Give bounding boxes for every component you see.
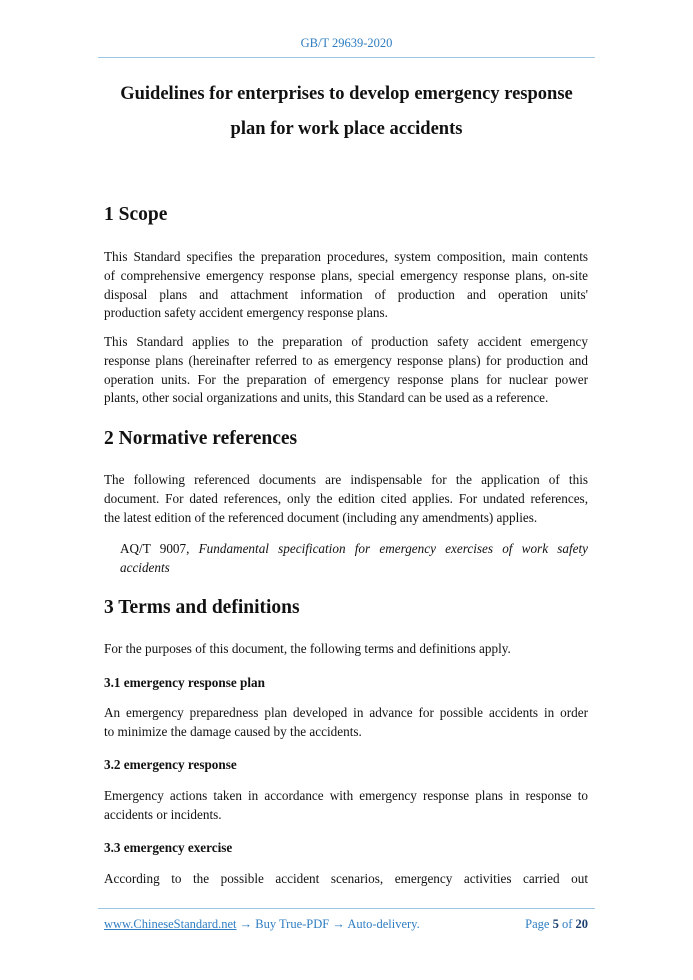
scope-p2-line: plants, other social organizations and units, this Standard can be used as a reference. — [104, 390, 549, 406]
page-label: Page — [525, 917, 553, 931]
term-line: Emergency actions taken in accordance with emergency response plans in response to — [104, 788, 588, 803]
term-3-1-definition — [104, 704, 588, 742]
normative-line: the latest edition of the referenced document (including any amendments) applies. — [104, 509, 538, 525]
term-line: accidents or incidents. — [104, 806, 222, 822]
scope-p2-line: This Standard applies to the preparation of production safety accident emergency — [104, 334, 588, 349]
section-3-heading: 3 Terms and definitions — [104, 597, 300, 618]
normative-reference-item — [120, 540, 588, 578]
footer-buy-text: Buy True-PDF — [255, 917, 330, 931]
term-line: An emergency preparedness plan developed in advance for possible accidents in order — [104, 705, 588, 720]
term-line: According to the possible accident scenarios, emergency activities carried out — [104, 871, 588, 886]
term-3-2-heading: 3.2 emergency response — [104, 757, 237, 772]
terms-intro: For the purposes of this document, the following terms and definitions apply. — [104, 641, 511, 656]
term-3-3-definition — [104, 870, 588, 889]
footer-delivery-text: Auto-delivery. — [347, 917, 420, 931]
scope-p2-line: response plans (hereinafter referred to as emergency response plans) for production and — [104, 352, 588, 368]
page-total: 20 — [575, 917, 588, 931]
term-3-1-heading: 3.1 emergency response plan — [104, 675, 265, 690]
normative-line: The following referenced documents are indispensable for the application of this — [104, 472, 588, 487]
normative-paragraph — [104, 471, 588, 527]
term-3-3-heading: 3.3 emergency exercise — [104, 840, 233, 855]
term-line: to minimize the damage caused by the accidents. — [104, 723, 362, 739]
page-of-label: of — [558, 917, 576, 931]
footer — [104, 917, 588, 932]
section-1-heading: 1 Scope — [104, 204, 168, 225]
document-title-line-2: plan for work place accidents — [230, 119, 463, 139]
scope-paragraph-2 — [104, 333, 588, 408]
scope-p1-line: This Standard specifies the preparation procedures, system composition, main contents — [104, 249, 588, 264]
page-number: 5 — [552, 917, 559, 931]
scope-p1-line: disposal plans and attachment information of production and operation units' — [104, 286, 588, 302]
reference-title: Fundamental specification for emergency exercises of work safety — [198, 541, 589, 556]
footer-site-link[interactable]: www.ChineseStandard.net — [104, 917, 237, 931]
reference-code: AQ/T 9007, — [120, 541, 199, 556]
normative-line: document. For dated references, only the edition cited applies. For undated references, — [104, 490, 588, 506]
footer-divider — [98, 908, 595, 909]
section-2-heading: 2 Normative references — [104, 428, 298, 449]
arrow-right-icon: → — [236, 917, 256, 931]
header-standard-number: GB/T 29639-2020 — [300, 36, 393, 50]
term-3-2-definition — [104, 787, 588, 825]
scope-p1-line: production safety accident emergency response plans. — [104, 305, 388, 321]
scope-p1-line: of comprehensive emergency response plans, special emergency response plans, on-site — [104, 267, 588, 283]
page-indicator — [525, 917, 588, 932]
document-title-line-1: Guidelines for enterprises to develop emergency response — [120, 84, 573, 104]
reference-title-cont: accidents — [120, 559, 170, 575]
header-divider — [98, 57, 595, 58]
scope-p2-line: operation units. For the preparation of emergency response plans for nuclear power — [104, 371, 588, 387]
scope-paragraph-1 — [104, 248, 588, 323]
arrow-right-icon: → — [329, 917, 348, 931]
